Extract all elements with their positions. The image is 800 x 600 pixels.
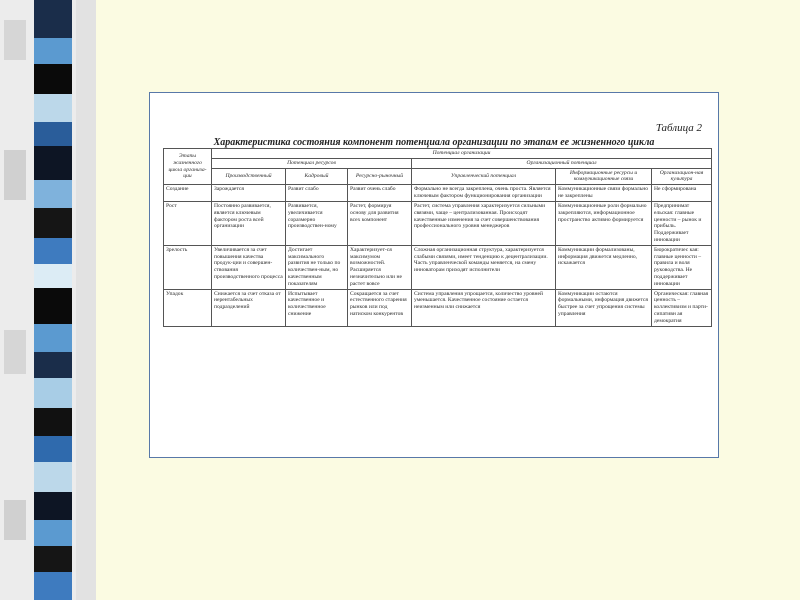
header-potential: Потенциал организации: [212, 149, 712, 159]
table-frame: [149, 92, 719, 458]
column-header: Информационные ресурсы и коммуникационные связи: [556, 168, 652, 185]
table-cell: Растет, формируя основу для развития всех компонент: [348, 201, 412, 245]
table-cell: Растет, система управления характеризуется сильными связями, чаще – централизованная. Происходят качественные изменения за счет совершенствования профессионального уровня менеджеров: [412, 201, 556, 245]
table-row: [164, 245, 712, 289]
table-cell: Достигает максимального развития не только по количествен-ным, но качественным показателям: [286, 245, 348, 289]
table-number: Таблица 2: [655, 122, 702, 134]
table-cell: Развит очень слабо: [348, 185, 412, 202]
table-cell: Сокращается за счет естественного старения рынков или под натиском конкурентов: [348, 289, 412, 326]
column-header: Кадровый: [286, 168, 348, 185]
table-title: Характеристика состояния компонент потенциала организации по этапам ее жизненного цикла: [213, 137, 655, 148]
table-cell: Система управления упрощается, количество уровней уменьшается. Качественное состояние остается неизменным или снижается: [412, 289, 556, 326]
table-cell: Зарождается: [212, 185, 286, 202]
stage-cell: Рост: [164, 201, 212, 245]
table-cell: Постоянно развивается, является ключевым фактором роста всей организации: [212, 201, 286, 245]
table-cell: Формально не всегда закреплена, очень проста. Является ключевым фактором функционирования организации: [412, 185, 556, 202]
stage-cell: Зрелость: [164, 245, 212, 289]
table-cell: Сложная организационная структура, характеризуется слабыми связями, имеет тенденцию к децентрализации. Часть управленческой команды меняется, на смену инноваторам приходят исполнители: [412, 245, 556, 289]
table-cell: Коммуникации формализованы, информация движется медленно, искажается: [556, 245, 652, 289]
table-cell: Органическая: главная ценность – коллективизм и парти-сипативн ая демократия: [652, 289, 712, 326]
table-cell: Предпринимат ельская: главные ценности – рынок и прибыль. Поддерживает инновации: [652, 201, 712, 245]
header-organizational: Организационный потенциал: [412, 158, 712, 168]
table-cell: Увеличивается за счет повышения качества продук-ции и совершен-ствования производственного процесса: [212, 245, 286, 289]
column-header: Организацион-ная культура: [652, 168, 712, 185]
stage-cell: Создание: [164, 185, 212, 202]
header-row-1: [164, 149, 712, 159]
table-cell: Не сформирована: [652, 185, 712, 202]
header-row-2: [164, 158, 712, 168]
column-header: Производственный: [212, 168, 286, 185]
header-stages: Этапы жизненного цикла организа-ции: [164, 149, 212, 185]
table-cell: Развит слабо: [286, 185, 348, 202]
table-cell: Характеризует-ся максимумом возможностей. Расширяется незначительно или не растет вовсе: [348, 245, 412, 289]
table-cell: Коммуникационные связи формально не закреплены: [556, 185, 652, 202]
table-cell: Развивается, увеличивается соразмерно производствен-ному: [286, 201, 348, 245]
decorative-stripes: [0, 0, 96, 600]
lifecycle-table: [163, 148, 712, 327]
table-cell: Коммуникационные роли формально закрепляются, информационное пространство активно формируется: [556, 201, 652, 245]
stage-cell: Упадок: [164, 289, 212, 326]
table-row: [164, 289, 712, 326]
table-cell: Снижается за счет отказа от нерентабельных подразделений: [212, 289, 286, 326]
table-cell: Коммуникации остаются формальными, информация движется быстрее за счет упрощения системы управления: [556, 289, 652, 326]
header-row-3: [164, 168, 712, 185]
column-header: Управленческий потенциал: [412, 168, 556, 185]
table-cell: Бюрократичес кая: главные ценности – правила и воля руководства. Не поддерживает инновации: [652, 245, 712, 289]
table-cell: Испытывает качественное и количественное снижение: [286, 289, 348, 326]
header-resource: Потенциал ресурсов: [212, 158, 412, 168]
table-row: [164, 185, 712, 202]
column-header: Ресурсно-рыночный: [348, 168, 412, 185]
table-row: [164, 201, 712, 245]
